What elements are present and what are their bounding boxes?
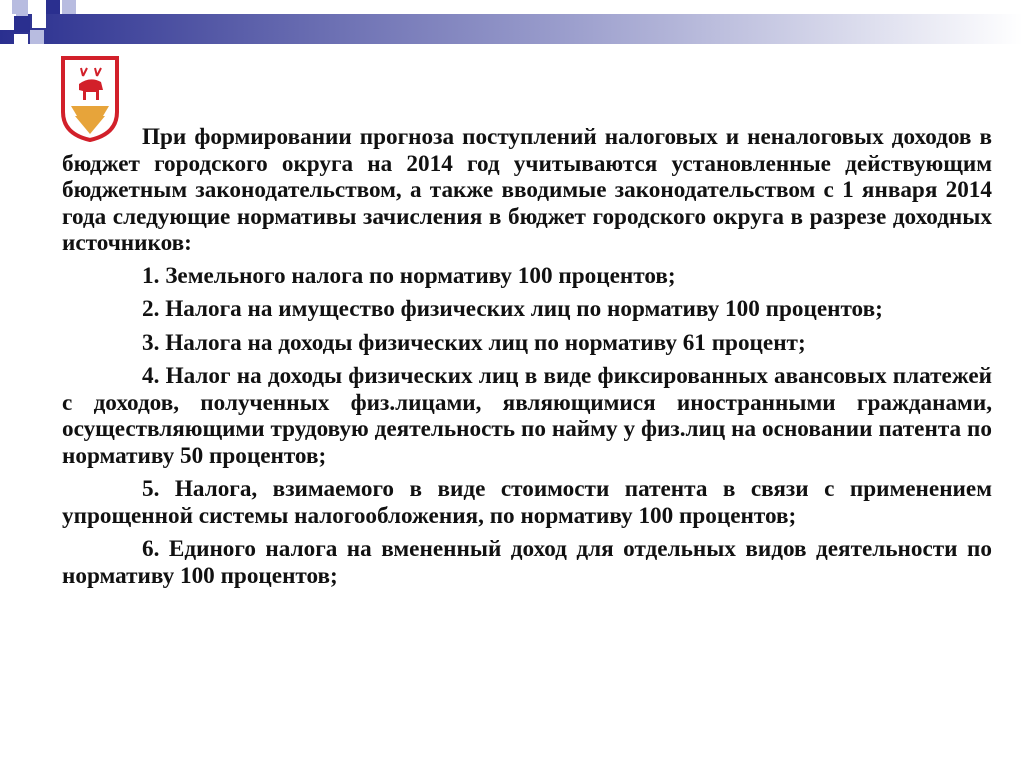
list-item: 1. Земельного налога по нормативу 100 процентов; — [142, 262, 676, 289]
list-item: 4. Налог на доходы физических лиц в виде фиксированных авансовых платежей с доходов, полученных физ.лицами, являющимися иностранными гражданами, осуществляющими трудовую деятельность по найму у физ.лиц на основании патента по нормативу 50 процентов; — [62, 363, 992, 469]
list-item: 6. Единого налога на вмененный доход для отдельных видов деятельности по нормативу 100 процентов; — [62, 536, 992, 589]
corner-squares-icon — [0, 0, 80, 60]
header-gradient-band — [0, 14, 1023, 44]
list-item: 2. Налога на имущество физических лиц по нормативу 100 процентов; — [142, 296, 883, 322]
list-item: 3. Налога на доходы физических лиц по нормативу 61 процент; — [142, 329, 806, 356]
intro-paragraph: При формировании прогноза поступлений налоговых и неналоговых доходов в бюджет городского округа на 2014 год учитываются установленные действующим бюджетным законодательством, а также вводимые законодательством с 1 января 2014 года следующие нормативы зачисления в бюджет городского округа в разрезе доходных источников: — [62, 124, 992, 256]
document-body — [62, 124, 992, 596]
list-item: 5. Налога, взимаемого в виде стоимости патента в связи с применением упрощенной системы налогообложения, по нормативу 100 процентов; — [62, 476, 992, 529]
